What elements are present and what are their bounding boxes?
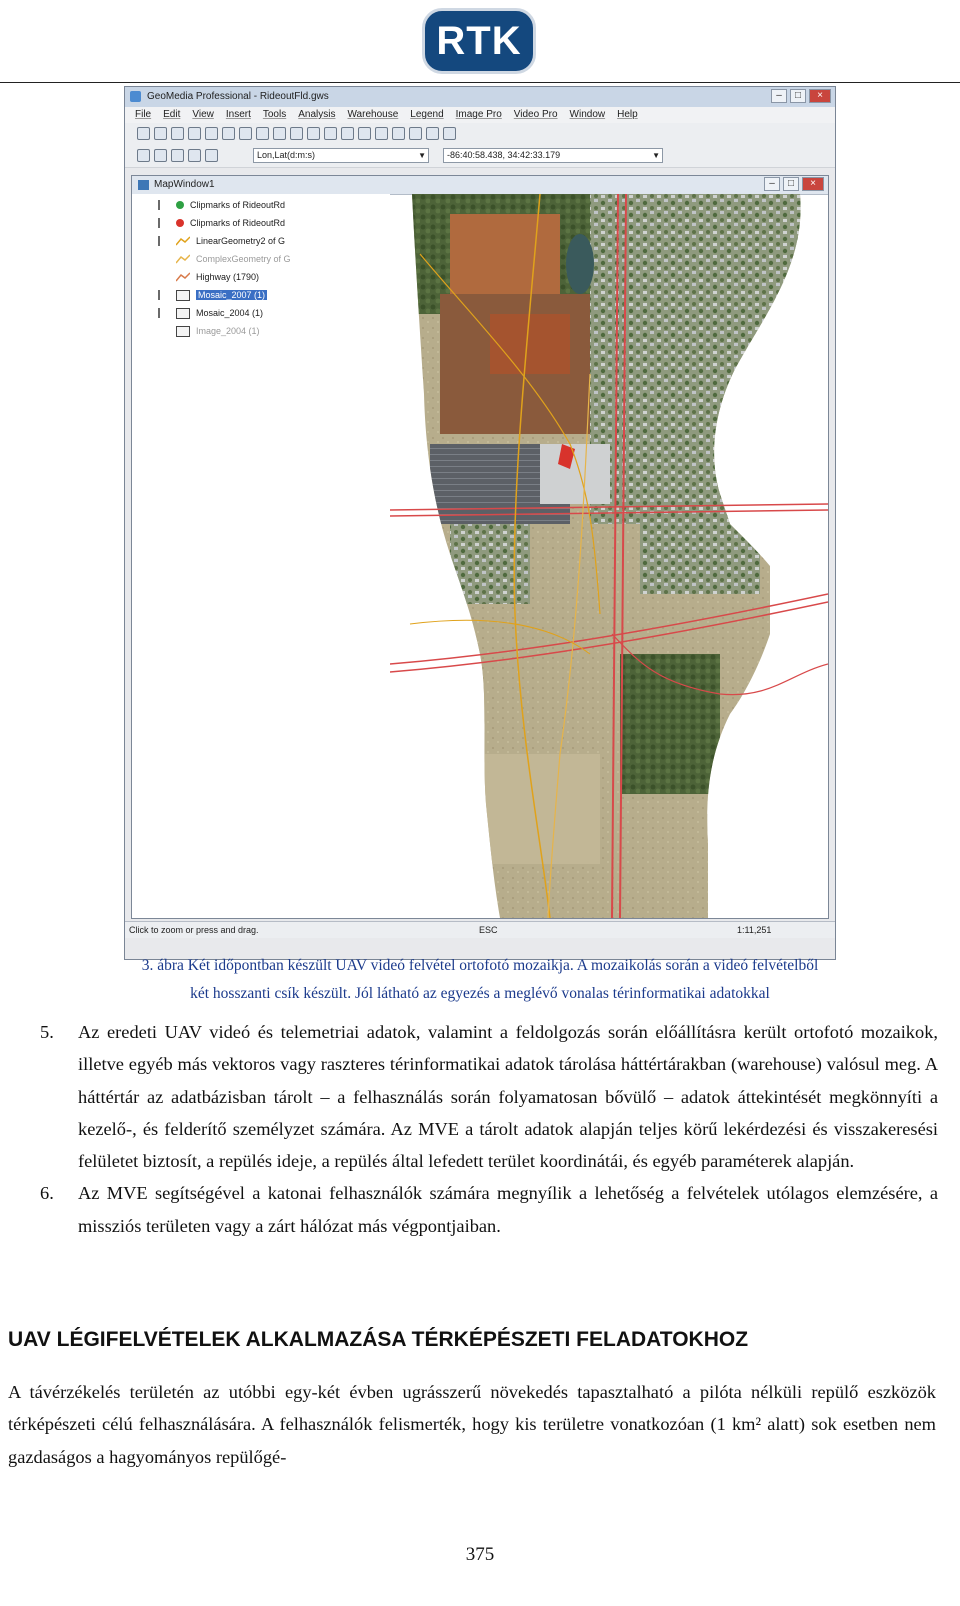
close-button[interactable]: ×	[809, 89, 831, 103]
open-icon[interactable]	[154, 127, 167, 140]
orthophoto-map-view[interactable]	[390, 194, 828, 918]
section-title: UAV LÉGIFELVÉTELEK ALKALMAZÁSA TÉRKÉPÉSZETI FELADATOKHOZ	[8, 1328, 749, 1351]
menu-warehouse[interactable]: Warehouse	[347, 109, 399, 120]
menu-help[interactable]: Help	[617, 109, 638, 120]
layer-icon[interactable]	[341, 127, 354, 140]
legend-item[interactable]	[158, 216, 285, 230]
menu-legend[interactable]: Legend	[410, 109, 444, 120]
gis-screenshot-figure	[124, 86, 836, 960]
rtk-logo	[422, 8, 536, 74]
menu-edit[interactable]: Edit	[163, 109, 181, 120]
figure-caption	[0, 952, 960, 1008]
coord-format-value: Lon,Lat(d:m:s)	[257, 150, 316, 160]
legend-item[interactable]	[158, 324, 260, 338]
legend-item-label: Clipmarks of RideoutRd	[190, 218, 286, 228]
menu-tools[interactable]: Tools	[262, 109, 287, 120]
properties-icon[interactable]	[205, 149, 218, 162]
green-dot-icon	[176, 201, 184, 209]
query-icon[interactable]	[307, 127, 320, 140]
warehouse-icon[interactable]	[290, 127, 303, 140]
menu-insert[interactable]: Insert	[225, 109, 251, 120]
map-close-button[interactable]: ×	[802, 177, 824, 191]
menu-image-pro[interactable]: Image Pro	[455, 109, 502, 120]
image-symbol-icon	[176, 326, 190, 337]
caption-line-1: 3. ábra Két időpontban készült UAV videó felvétel ortofotó mozaikja. A mozaikolás során a videó felvételből	[141, 957, 819, 974]
header-divider	[0, 82, 960, 83]
app-title: GeoMedia Professional - RideoutFld.gws	[147, 91, 329, 102]
copy-icon[interactable]	[222, 127, 235, 140]
save-icon[interactable]	[171, 127, 184, 140]
pan-icon[interactable]	[409, 127, 422, 140]
menu-view[interactable]: View	[192, 109, 214, 120]
legend-item[interactable]	[158, 234, 285, 248]
map-window-titlebar	[132, 176, 828, 195]
select-tool-icon[interactable]	[137, 149, 150, 162]
coord-readout-field[interactable]	[443, 148, 663, 163]
line-symbol-icon	[176, 236, 190, 246]
chevron-down-icon: ▼	[418, 151, 426, 160]
legend-icon[interactable]	[324, 127, 337, 140]
map-minimize-button[interactable]: –	[764, 177, 780, 191]
status-scale: 1:11,251	[737, 925, 772, 935]
legend-item[interactable]	[158, 270, 259, 284]
legend-item-label: Mosaic_2004 (1)	[196, 308, 264, 318]
numbered-list	[40, 1016, 938, 1242]
select-box-icon[interactable]	[188, 149, 201, 162]
app-titlebar	[125, 87, 835, 107]
fit-all-icon[interactable]	[392, 127, 405, 140]
caption-line-2: két hosszanti csík készült. Jól látható az egyezés a meglévő vonalas térinformatikai adatokkal	[190, 985, 770, 1002]
redo-icon[interactable]	[273, 127, 286, 140]
list-number: 5.	[40, 1022, 54, 1042]
legend-item[interactable]	[158, 198, 285, 212]
selectable-icon	[158, 272, 166, 282]
coord-format-select[interactable]	[253, 148, 429, 163]
map-window	[131, 175, 829, 919]
list-item	[40, 1177, 938, 1242]
red-dot-icon	[176, 219, 184, 227]
selectable-icon	[158, 308, 166, 318]
maximize-button[interactable]: □	[790, 89, 806, 103]
cut-icon[interactable]	[205, 127, 218, 140]
menu-window[interactable]: Window	[569, 109, 606, 120]
main-toolbar	[125, 123, 835, 146]
print-icon[interactable]	[188, 127, 201, 140]
fence-icon[interactable]	[171, 149, 184, 162]
status-esc: ESC	[479, 925, 498, 935]
chevron-down-icon: ▼	[652, 151, 660, 160]
coordinate-toolbar	[125, 145, 835, 168]
image-symbol-icon	[176, 290, 190, 301]
coord-readout-value: -86:40:58.438, 34:42:33.179	[447, 150, 561, 160]
legend-item-label: ComplexGeometry of G	[196, 254, 291, 264]
legend-item-label: Clipmarks of RideoutRd	[190, 200, 286, 210]
logo-text: RTK	[436, 18, 522, 63]
legend-item[interactable]	[158, 288, 267, 302]
app-icon	[130, 91, 141, 102]
selectable-icon	[158, 200, 166, 210]
list-text: Az eredeti UAV videó és telemetriai adatok, valamint a feldolgozás során előállításra került ortofotó mozaikok, illetve egyéb más vektoros vagy raszteres térinformatikai adatok tárolása háttértárakban (warehouse) valósul meg. A háttértár az adatbázisban tárolt – a felhasználás során folyamatosan bővülő – adatok áttekintését megkönnyíti a kezelő-, és felderítő személyzet számára. Az MVE a tárolt adatok alapján teljes körű lekérdezési és visszakeresési felületet biztosít, a repülés ideje, a repülés által lefedett terület koordinátái, és egyéb paraméterek alapján.	[78, 1022, 938, 1172]
map-maximize-button[interactable]: □	[783, 177, 799, 191]
legend-item-label: Mosaic_2007 (1)	[198, 290, 266, 300]
legend-item[interactable]	[158, 306, 263, 320]
zoom-out-icon[interactable]	[375, 127, 388, 140]
status-hint: Click to zoom or press and drag.	[129, 925, 259, 935]
map-legend	[132, 194, 390, 884]
menu-analysis[interactable]: Analysis	[298, 109, 336, 120]
menu-file[interactable]: File	[135, 109, 152, 120]
paste-icon[interactable]	[239, 127, 252, 140]
minimize-button[interactable]: –	[771, 89, 787, 103]
status-bar	[125, 921, 835, 938]
map-window-title: MapWindow1	[154, 179, 215, 190]
new-icon[interactable]	[137, 127, 150, 140]
list-text: Az MVE segítségével a katonai felhasználók számára megnyílik a lehetőség a felvételek utólagos elemzésére, a missziós területen vagy a zárt hálózat más végpontjaiban.	[78, 1183, 938, 1236]
legend-item-label: Highway (1790)	[196, 272, 260, 282]
map-window-icon	[138, 180, 149, 190]
selectable-icon	[158, 326, 166, 336]
legend-item[interactable]	[158, 252, 291, 266]
selectable-icon	[158, 236, 166, 246]
zoom-in-icon[interactable]	[358, 127, 371, 140]
help-icon[interactable]	[443, 127, 456, 140]
legend-item-label: Image_2004 (1)	[196, 326, 260, 336]
page-number: 375	[465, 1544, 495, 1565]
list-number: 6.	[40, 1183, 54, 1204]
undo-icon[interactable]	[256, 127, 269, 140]
selectable-icon	[158, 254, 166, 264]
selectable-icon	[158, 218, 166, 228]
list-item	[40, 1016, 938, 1177]
image-symbol-icon	[176, 308, 190, 319]
selectable-icon	[158, 290, 166, 300]
body-paragraph: A távérzékelés területén az utóbbi egy-két évben ugrásszerű növekedés tapasztalható a pilóta nélküli repülő eszközök térképészeti célú felhasználására. A felhasználók felismerték, hogy kis területre vonatkozóan (1 km² alatt) sok esetben nem gazdaságos a hagyományos repülőgé-	[8, 1382, 936, 1467]
refresh-icon[interactable]	[426, 127, 439, 140]
legend-item-label: LinearGeometry2 of G	[196, 236, 286, 246]
select-set-icon[interactable]	[154, 149, 167, 162]
line-symbol-icon	[176, 254, 190, 264]
line-symbol-icon	[176, 272, 190, 282]
menu-video-pro[interactable]: Video Pro	[513, 109, 558, 120]
menu-bar	[125, 107, 835, 123]
